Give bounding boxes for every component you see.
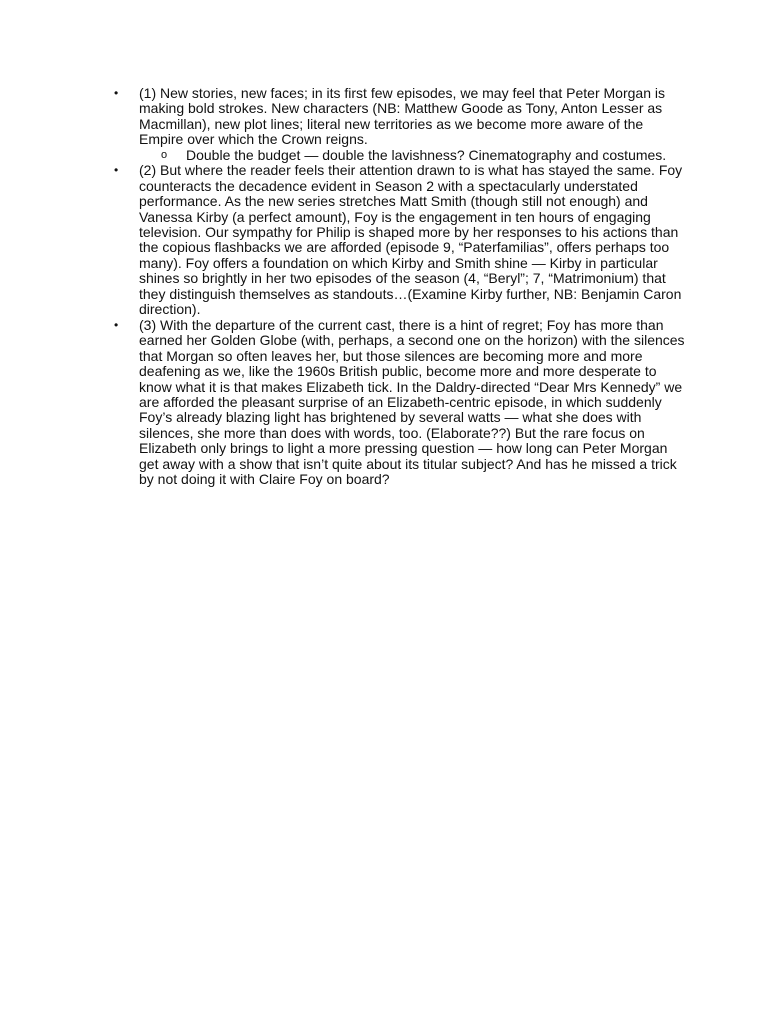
note-text: (2) But where the reader feels their attention drawn to is what has stayed the same. Foy counteracts the decadence evident in Season 2 with a spectacularly understated performance. As the new series stretches Matt Smith (though still not enough) and Vanessa Kirby (a perfect amount), Foy is the engagement in ten hours of engaging television. Our sympathy for Philip is shaped more by her responses to his actions than the copious flashbacks we are afforded (episode 9, “Paterfamilias”, offers perhaps too many). Foy offers a foundation on which Kirby and Smith shine — Kirby in particular shines so brightly in her two episodes of the season (4, “Beryl”; 7, “Matrimonium) that they distinguish themselves as standouts…(Examine Kirby further, NB: Benjamin Caron direction). (139, 162, 683, 318)
bullet-icon: • (114, 163, 119, 178)
bullet-icon: • (114, 86, 119, 100)
note-item-2 (106, 163, 686, 317)
sub-note-item (139, 148, 686, 163)
note-text: (1) New stories, new faces; in its first few episodes, we may feel that Peter Morgan is making bold strokes. New characters (NB: Matthew Goode as Tony, Anton Lesser as Macmillan), new plot lines; literal new territories as we become more aware of the Empire over which the Crown reigns. (139, 85, 665, 148)
sub-notes-list (139, 148, 686, 163)
sub-note-text: Double the budget — double the lavishness? Cinematography and costumes. (186, 146, 667, 163)
note-text: (3) With the departure of the current cast, there is a hint of regret; Foy has more than earned her Golden Globe (with, perhaps, a second one on the horizon) with the silences that Morgan so often leaves her, but those silences are becoming more and more deafening as we, like the 1960s British public, become more and more desperate to know what it is that makes Elizabeth tick. In the Daldry-directed “Dear Mrs Kennedy” we are afforded the pleasant surprise of an Elizabeth-centric episode, in which suddenly Foy’s already blazing light has brightened by several watts — what she does with silences, she more than does with words, too. (Elaborate??) But the rare focus on Elizabeth only brings to light a more pressing question — how long can Peter Morgan get away with a show that isn’t quite about its titular subject? And has he missed a trick by not doing it with Claire Foy on board? (139, 316, 685, 487)
notes-list (106, 86, 686, 488)
note-item-3 (106, 318, 686, 487)
bullet-icon: • (114, 317, 119, 332)
circle-bullet-icon: o (161, 148, 168, 161)
note-item-1 (106, 86, 686, 163)
